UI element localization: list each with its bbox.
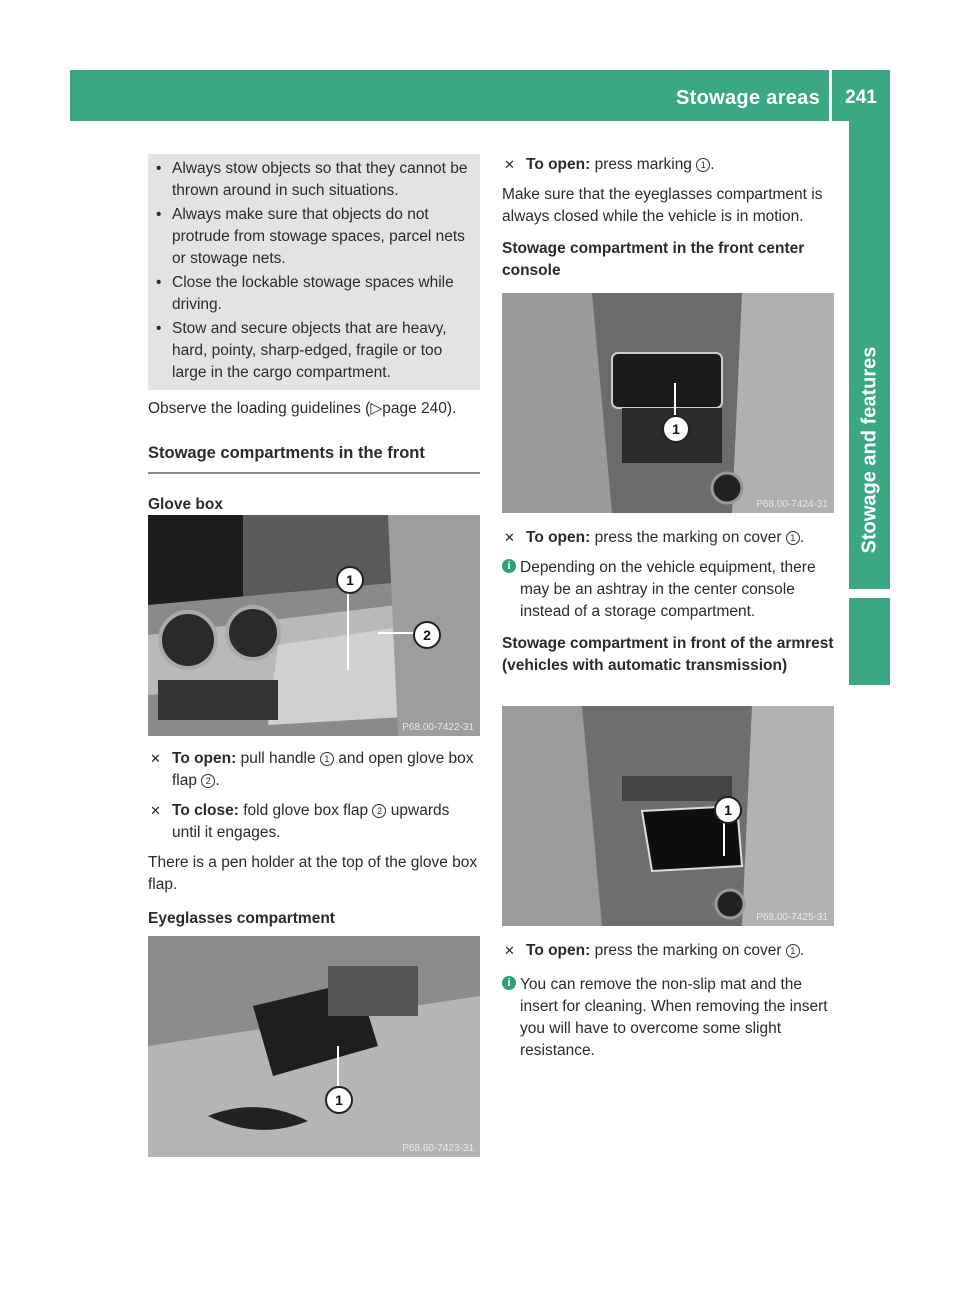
info-note: i You can remove the non-slip mat and the insert for cleaning. When removing the insert you will have to overcome some slight resistance.: [502, 974, 834, 1062]
section-header-title: Stowage areas: [676, 87, 820, 109]
callout-2: 2: [413, 621, 441, 649]
warning-box: [148, 154, 480, 390]
step-arrow-icon: ✕: [504, 157, 515, 172]
chapter-side-block: [849, 598, 890, 685]
glovebox-photo: [148, 515, 480, 736]
info-icon: i: [502, 976, 516, 990]
warning-item: • Close the lockable stowage spaces while driving.: [156, 274, 454, 313]
callout-1: 1: [325, 1086, 353, 1114]
callout-1: 1: [336, 566, 364, 594]
eyeglasses-heading: Eyeglasses compartment: [148, 910, 335, 927]
chapter-side-label: [849, 300, 890, 600]
page-ref-link[interactable]: page 240).: [382, 400, 457, 417]
pen-holder-note: There is a pen holder at the top of the glove box flap.: [148, 854, 478, 893]
chapter-label-text: Stowage and features: [858, 346, 880, 554]
eyeglasses-note: Make sure that the eyeglasses compartment is always closed while the vehicle is in motion.: [502, 186, 823, 225]
eyeglasses-photo: [148, 936, 480, 1157]
photo-reference: P68.00-7425-31: [756, 912, 828, 923]
right-column: [502, 154, 834, 282]
open-step: ✕ To open: pull handle 1 and open glove box flap 2 .: [150, 750, 474, 789]
photo-reference: P68.00-7422-31: [402, 722, 474, 733]
callout-1: 1: [662, 415, 690, 443]
glovebox-heading: Glove box: [148, 496, 223, 513]
warning-item: • Always make sure that objects do not protrude from stowage spaces, parcel nets or stowage nets.: [156, 206, 465, 267]
step-arrow-icon: ✕: [504, 530, 515, 545]
armrest-heading: Stowage compartment in front of the armrest (vehicles with automatic transmission): [502, 635, 834, 674]
loading-guidelines-note: Observe the loading guidelines (▷page 240).: [148, 400, 457, 417]
open-step: ✕ To open: press the marking on cover 1 .: [502, 527, 834, 549]
page-number: 241: [845, 87, 877, 108]
page-ref-arrow-icon: ▷: [370, 400, 383, 417]
glovebox-instructions: [148, 748, 480, 930]
step-arrow-icon: ✕: [150, 803, 161, 818]
warning-item: • Always stow objects so that they cannot be thrown around in such situations.: [156, 160, 468, 199]
armrest-instructions: [502, 940, 834, 1062]
warning-item: • Stow and secure objects that are heavy, hard, pointy, sharp-edged, fragile or too large in the cargo compartment.: [156, 320, 447, 381]
callout-1: 1: [714, 796, 742, 824]
side-tab-gap: [849, 589, 890, 598]
left-column: [148, 154, 480, 516]
step-arrow-icon: ✕: [504, 943, 515, 958]
open-step: ✕ To open: press the marking on cover 1 .: [502, 940, 834, 962]
header-bar: [70, 70, 890, 121]
center-console-heading: Stowage compartment in the front center console: [502, 240, 805, 279]
eyeglasses-open-step: ✕ To open: press marking 1 .: [502, 154, 834, 176]
armrest-photo: [502, 706, 834, 926]
center-console-instructions: [502, 527, 834, 677]
center-console-photo: [502, 293, 834, 513]
photo-reference: P68.00-7424-31: [756, 499, 828, 510]
step-arrow-icon: ✕: [150, 751, 161, 766]
section-heading: Stowage compartments in the front: [148, 442, 480, 474]
photo-reference: P68.60-7423-31: [402, 1143, 474, 1154]
close-step: ✕ To close: fold glove box flap 2 upwards until it engages.: [150, 802, 450, 841]
info-icon: i: [502, 559, 516, 573]
info-note: i Depending on the vehicle equipment, there may be an ashtray in the center console instead of a storage compartment.: [502, 557, 834, 623]
